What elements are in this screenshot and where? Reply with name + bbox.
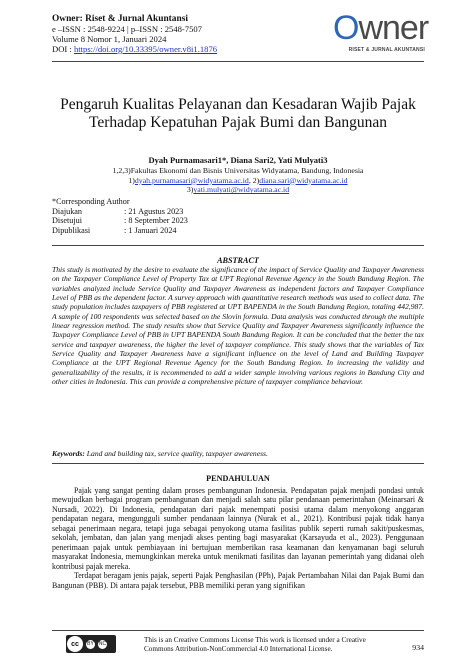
- email-line-1: 1)dyah.purnamasari@widyatama.ac.id, 2)diana.sari@widyatama.ac.id: [128, 175, 348, 185]
- doi-label: DOI :: [52, 44, 74, 54]
- email-line-2: [52, 185, 424, 195]
- abstract-top-rule: [52, 245, 424, 246]
- article-meta: [52, 197, 312, 235]
- abstract-text: This study is motivated by the desire to evaluate the significance of the impact of Service Quality and Taxpayer Awareness on the Taxpayer Compliance Level of Property Tax at UPT Regional Revenue Agency in the South Bandung Region. The variables analyzed include Service Quality and Taxpayer Awareness as independent factors and Taxpayer Compliance Level of PBB as the dependent factor. A survey approach with quantitative research methods was used to collect data. The study population includes taxpayers of PBB registered at UPT BAPENDA in the South Bandung Region, totaling 442,987. A sample of 100 respondents was selected based on the Slovin formula. Data analysis was conducted through the multiple linear regression method. The study results show that Service Quality and Taxpayer Awareness significantly influence the Taxpayer Compliance Level of PBB in UPT BAPENDA South Bandung Region. It can be concluded that the better the tax service and taxpayer awareness, the higher the level of taxpayer compliance. This study shows that the variables of Tax Service Quality and Taxpayer Awareness have a significant influence on the level of Land and Building Taxpayer Compliance at the UPT Regional Revenue Agency for the South Bandung Region. In increasing the validity and generalizability of the results, it is recommended to add a wider sample involving various regions in Bandung City and other cities in Indonesia. This can provide a comprehensive picture of taxpayer compliance behaviour.: [52, 265, 424, 387]
- authors: Dyah Purnamasari1*, Diana Sari2, Yati Mulyati3: [148, 155, 328, 165]
- submitted-row: [52, 207, 312, 217]
- published-label: Dipublikasi: [52, 225, 91, 235]
- abstract-bottom-rule: [52, 463, 424, 464]
- affiliation: 1,2,3)Fakultas Ekonomi dan Bisnis Universitas Widyatama, Bandung, Indonesia: [112, 166, 364, 175]
- doi-link[interactable]: https://doi.org/10.33395/owner.v8i1.1876: [73, 44, 218, 54]
- cc-icon: cc: [67, 636, 83, 652]
- paragraph-1: Pajak yang sangat penting dalam proses pembangunan Indonesia. Pendapatan pajak menjadi pondasi untuk mewujudkan berbagai program pembangunan dan menjadi salah satu pilar pendanaan pemerintahan (Meinarsari & Nursadi, 2022). Di Indonesia, pendapatan dari pajak menempati posisi utama dalam menyokong anggaran pendapatan negara, mengungguli sumber pendanaan lainnya (Nurak et al., 2021). Kontribusi pajak tidak hanya sebagai penerimaan negara, tetapi juga sebagai penyokong utama fasilitas publik seperti rumah sakit/puskesmas, sekolah, jembatan, dan jalan yang menjadi akses penting bagi masyarakat (Karsayuda et al., 2023). Penggunaan penerimaan pajak untuk pembiayaan ini bertujuan memberikan rasa keamanan dan kenyamanan bagi seluruh masyarakat Indonesia, memungkinkan mereka untuk menikmati fasilitas dan layanan pemerintah yang didanai oleh kontribusi pajak mereka.: [52, 486, 424, 571]
- email-1-prefix: 1): [128, 175, 135, 185]
- volume: Volume 8 Nomor 1, Januari 2024: [52, 34, 167, 44]
- journal-name: Owner: Riset & Jurnal Akuntansi: [52, 14, 188, 24]
- published-date: : 1 Januari 2024: [124, 225, 177, 235]
- journal-header: [52, 14, 322, 54]
- doi-line: [52, 44, 322, 54]
- cc-license-badge[interactable]: [66, 635, 116, 653]
- affiliation-block: [52, 166, 424, 195]
- email-3[interactable]: yati.mulyati@widyatama.ac.id: [193, 185, 290, 195]
- accepted-row: [52, 216, 312, 226]
- corresponding-author: *Corresponding Author: [52, 197, 130, 206]
- logo-rest: wner: [358, 9, 429, 47]
- page-number: 934: [412, 643, 424, 652]
- paragraph-2: Terdapat beragam jenis pajak, seperti Pajak Penghasilan (PPh), Pajak Pertambahan Nilai dan Pajak Bumi dan Bangunan (PBB). Di antara pajak tersebut, PBB memiliki peran yang signifikan: [52, 571, 424, 590]
- logo-subtitle: RISET & JURNAL AKUNTANSI: [348, 47, 425, 53]
- submitted-date: : 21 Agustus 2023: [124, 206, 184, 216]
- accepted-date: : 8 September 2023: [124, 216, 188, 225]
- submitted-label: Diajukan: [52, 206, 83, 216]
- header-rule: [52, 61, 424, 62]
- keywords-label: Keywords:: [52, 449, 85, 458]
- logo-o: O: [333, 9, 359, 47]
- issn: e –ISSN : 2548-9224 | p–ISSN : 2548-7507: [52, 24, 202, 34]
- by-icon: BY: [87, 641, 94, 647]
- published-row: [52, 226, 312, 236]
- keywords: [52, 449, 424, 458]
- footer: [52, 631, 424, 659]
- intro-body: [52, 486, 424, 590]
- nc-icon: NC: [98, 641, 107, 647]
- keywords-text: Land and building tax, service quality, taxpayer awareness.: [84, 449, 268, 458]
- license-text: This is an Creative Commons License This work is licensed under a Creative Commons Attribution-NonCommercial 4.0 International License.: [144, 636, 366, 653]
- email-2[interactable]: diana.sari@widyatama.ac.id: [259, 175, 348, 185]
- email-1[interactable]: dyah.purnamasari@widyatama.ac.id: [134, 175, 249, 185]
- abstract-heading: ABSTRACT: [217, 256, 259, 265]
- accepted-label: Disetujui: [52, 216, 83, 225]
- paper-title: Pengaruh Kualitas Pelayanan dan Kesadaran Wajib Pajak Terhadap Kepatuhan Pajak Bumi dan Bangunan: [60, 96, 416, 131]
- section-heading: PENDAHULUAN: [206, 474, 270, 483]
- journal-logo: [333, 9, 429, 57]
- logo-wordmark: [333, 9, 429, 47]
- email-3-prefix: 3): [186, 185, 194, 195]
- email-2-prefix: 2): [252, 175, 260, 185]
